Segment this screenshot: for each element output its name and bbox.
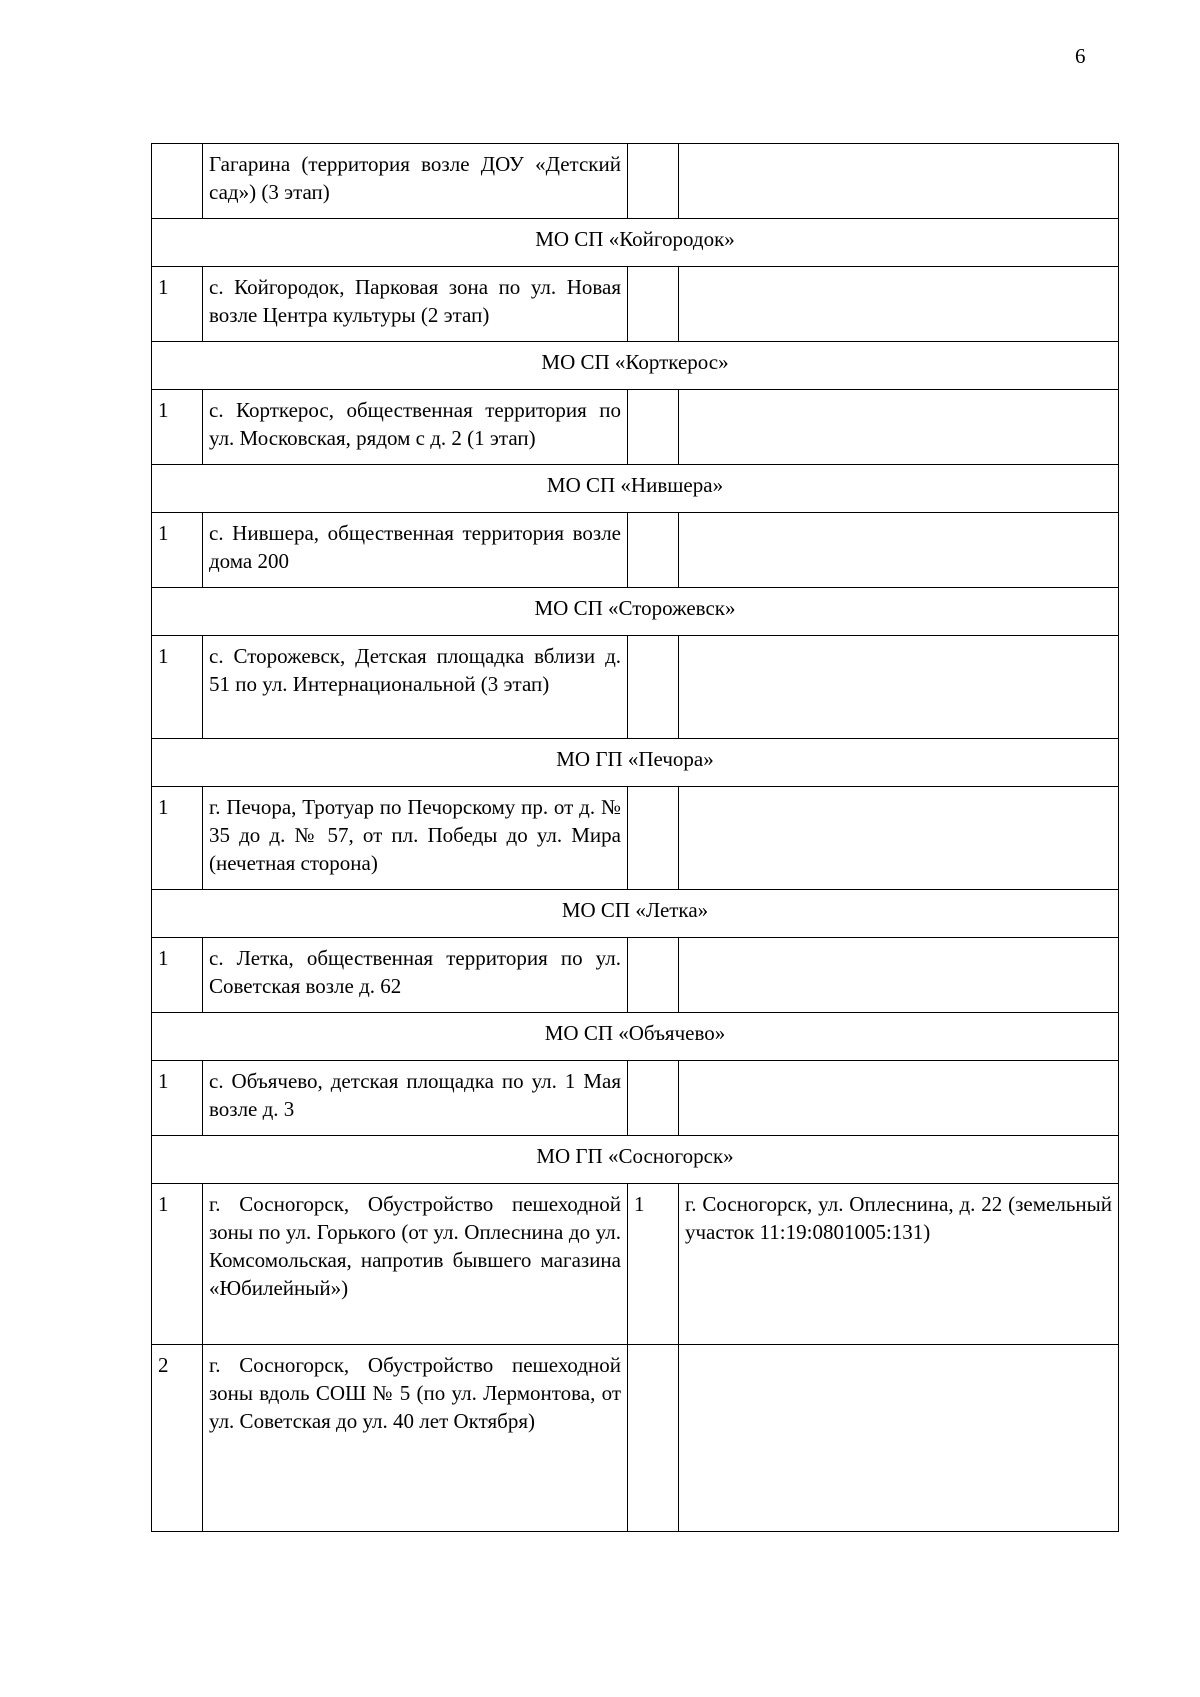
territory-text-2: г. Сосногорск, ул. Оплеснина, д. 22 (земельный участок 11:19:0801005:131) [679,1184,1119,1345]
territory-text-2 [679,267,1119,342]
table-row [152,787,1119,890]
territories-table [151,143,1119,1532]
row-number-2 [628,787,679,890]
section-title: МО СП «Объячево» [152,1013,1119,1061]
section-row [152,739,1119,787]
row-number-2 [628,1345,679,1532]
row-number: 1 [152,938,203,1013]
territory-text-2 [679,390,1119,465]
territory-text: с. Объячево, детская площадка по ул. 1 Мая возле д. 3 [203,1061,628,1136]
row-number-2: 1 [628,1184,679,1345]
territory-text: с. Корткерос, общественная территория по ул. Московская, рядом с д. 2 (1 этап) [203,390,628,465]
table-row [152,938,1119,1013]
row-number: 1 [152,1184,203,1345]
section-row [152,588,1119,636]
row-number: 2 [152,1345,203,1532]
section-title: МО СП «Сторожевск» [152,588,1119,636]
row-number: 1 [152,513,203,588]
section-row [152,465,1119,513]
section-title: МО ГП «Сосногорск» [152,1136,1119,1184]
territory-text: г. Сосногорск, Обустройство пешеходной зоны вдоль СОШ № 5 (по ул. Лермонтова, от ул. Советская до ул. 40 лет Октября) [203,1345,628,1532]
row-number-2 [628,144,679,219]
territory-text: Гагарина (территория возле ДОУ «Детский сад») (3 этап) [203,144,628,219]
section-row [152,342,1119,390]
territory-text: г. Сосногорск, Обустройство пешеходной зоны по ул. Горького (от ул. Оплеснина до ул. Комсомольская, напротив бывшего магазина «Юбилейный») [203,1184,628,1345]
table-row [152,267,1119,342]
row-number-2 [628,267,679,342]
territory-text-2 [679,144,1119,219]
territory-text: с. Летка, общественная территория по ул. Советская возле д. 62 [203,938,628,1013]
territory-text-2 [679,636,1119,739]
row-number-2 [628,390,679,465]
section-row [152,1136,1119,1184]
section-row [152,1013,1119,1061]
row-number: 1 [152,636,203,739]
territory-text: с. Койгородок, Парковая зона по ул. Новая возле Центра культуры (2 этап) [203,267,628,342]
row-number: 1 [152,267,203,342]
row-number-2 [628,513,679,588]
territory-text-2 [679,1061,1119,1136]
row-number [152,144,203,219]
territory-text: г. Печора, Тротуар по Печорскому пр. от д. № 35 до д. № 57, от пл. Победы до ул. Мира (нечетная сторона) [203,787,628,890]
row-number: 1 [152,390,203,465]
section-title: МО СП «Койгородок» [152,219,1119,267]
territory-text-2 [679,513,1119,588]
section-row [152,890,1119,938]
row-number: 1 [152,787,203,890]
row-number-2 [628,938,679,1013]
territory-text: с. Нившера, общественная территория возле дома 200 [203,513,628,588]
section-title: МО ГП «Печора» [152,739,1119,787]
section-title: МО СП «Летка» [152,890,1119,938]
table-row [152,513,1119,588]
section-title: МО СП «Нившера» [152,465,1119,513]
territory-text: с. Сторожевск, Детская площадка вблизи д. 51 по ул. Интернациональной (3 этап) [203,636,628,739]
row-number-2 [628,636,679,739]
territory-text-2 [679,938,1119,1013]
table-row [152,1184,1119,1345]
table-row [152,1061,1119,1136]
table-row [152,390,1119,465]
territory-text-2 [679,787,1119,890]
table-row [152,1345,1119,1532]
table-row [152,144,1119,219]
territory-text-2 [679,1345,1119,1532]
section-row [152,219,1119,267]
row-number: 1 [152,1061,203,1136]
section-title: МО СП «Корткерос» [152,342,1119,390]
row-number-2 [628,1061,679,1136]
page-number: 6 [1075,44,1086,68]
table-row [152,636,1119,739]
